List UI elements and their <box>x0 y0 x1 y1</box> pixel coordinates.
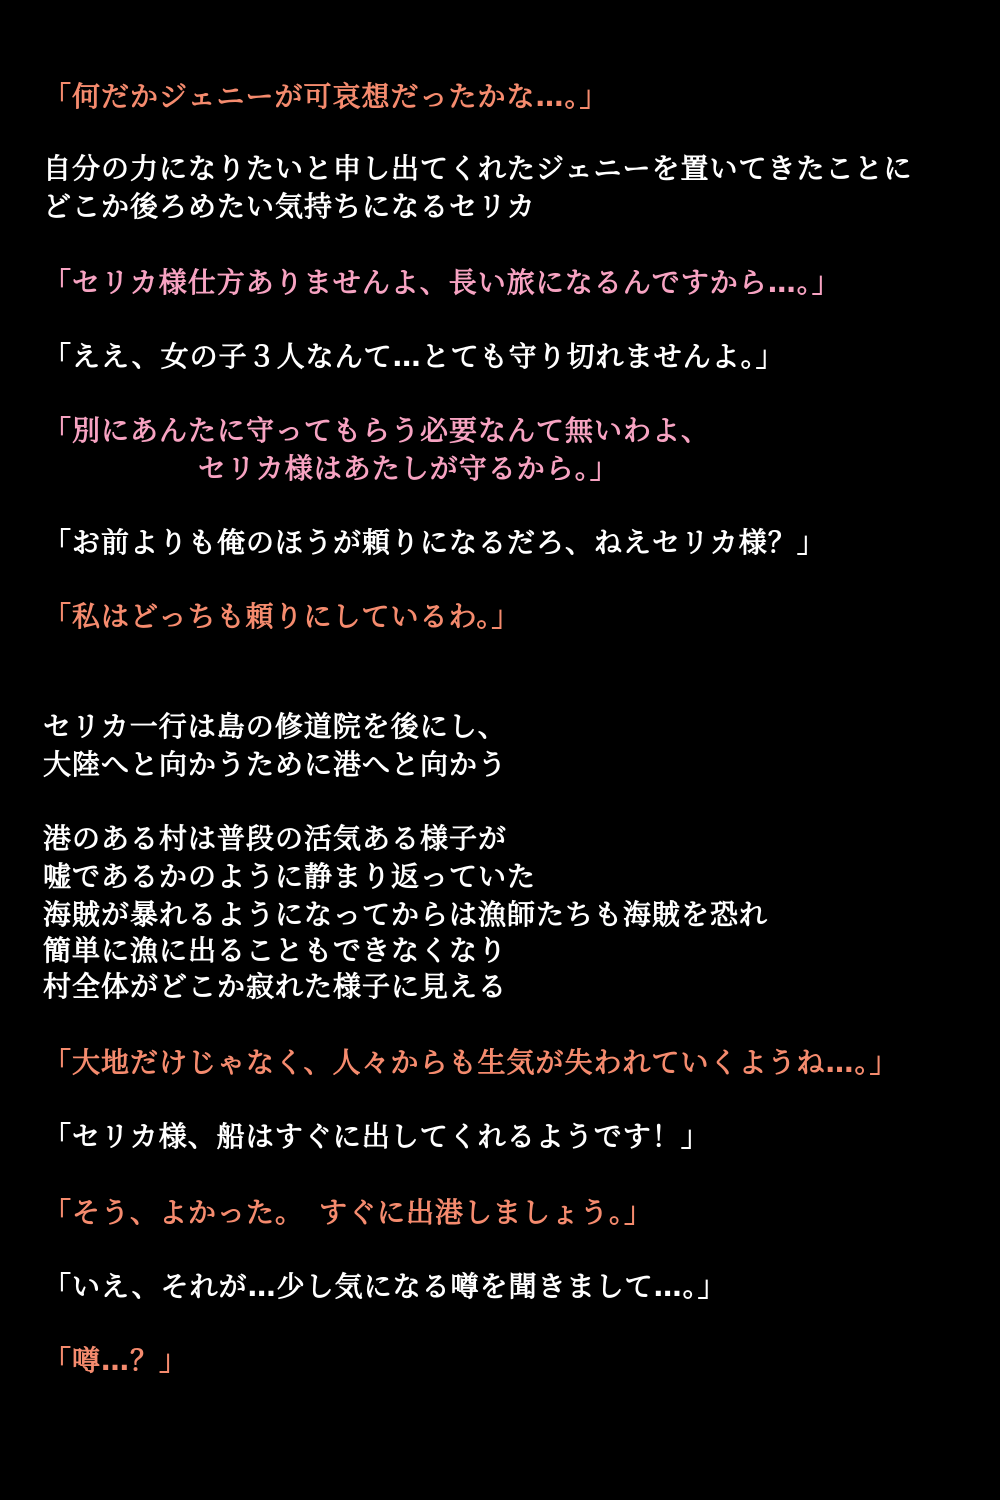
dialogue-line-companion: 「セリカ様仕方ありませんよ、長い旅になるんですから…。」 <box>43 266 841 299</box>
dialogue-line-companion-male: 「いえ、それが…少し気になる噂を聞きまして…。」 <box>43 1270 727 1303</box>
dialogue-line-companion: 「別にあんたに守ってもらう必要なんて無いわよ、 <box>43 414 711 447</box>
narration-line: 自分の力になりたいと申し出てくれたジェニーを置いてきたことに <box>43 152 913 185</box>
narration-line: セリカ一行は島の修道院を後にし、 <box>43 710 507 743</box>
narration-line: 簡単に漁に出ることもできなくなり <box>43 934 508 967</box>
narration-line: 海賊が暴れるようになってからは漁師たちも海賊を恐れ <box>43 898 769 931</box>
narration-line: 港のある村は普段の活気ある様子が <box>43 822 508 855</box>
narration-line: 嘘であるかのように静まり返っていた <box>43 860 537 893</box>
dialogue-line-serika: 「私はどっちも頼りにしているわ。」 <box>43 600 521 633</box>
dialogue-line-serika: 「そう、よかった。 すぐに出港しましょう。」 <box>43 1196 654 1229</box>
dialogue-line-companion-male: 「お前よりも俺のほうが頼りになるだろ、ねえセリカ様？」 <box>43 526 826 559</box>
dialogue-line-serika: 「大地だけじゃなく、人々からも生気が失われていくようね…。」 <box>43 1046 899 1079</box>
narration-line: 村全体がどこか寂れた様子に見える <box>43 970 508 1003</box>
dialogue-line-serika: 「噂…？」 <box>43 1344 189 1377</box>
narration-line: 大陸へと向かうために港へと向かう <box>43 748 508 781</box>
dialogue-line-serika: 「何だかジェニーが可哀想だったかな…。」 <box>43 80 609 113</box>
dialogue-line-companion: セリカ様はあたしが守るから。」 <box>198 452 619 485</box>
dialogue-line-companion-male: 「セリカ様、船はすぐに出してくれるようです！」 <box>43 1120 710 1153</box>
dialogue-line-companion-male: 「ええ、女の子３人なんて…とても守り切れませんよ。」 <box>43 340 785 373</box>
narration-line: どこか後ろめたい気持ちになるセリカ <box>43 190 536 223</box>
